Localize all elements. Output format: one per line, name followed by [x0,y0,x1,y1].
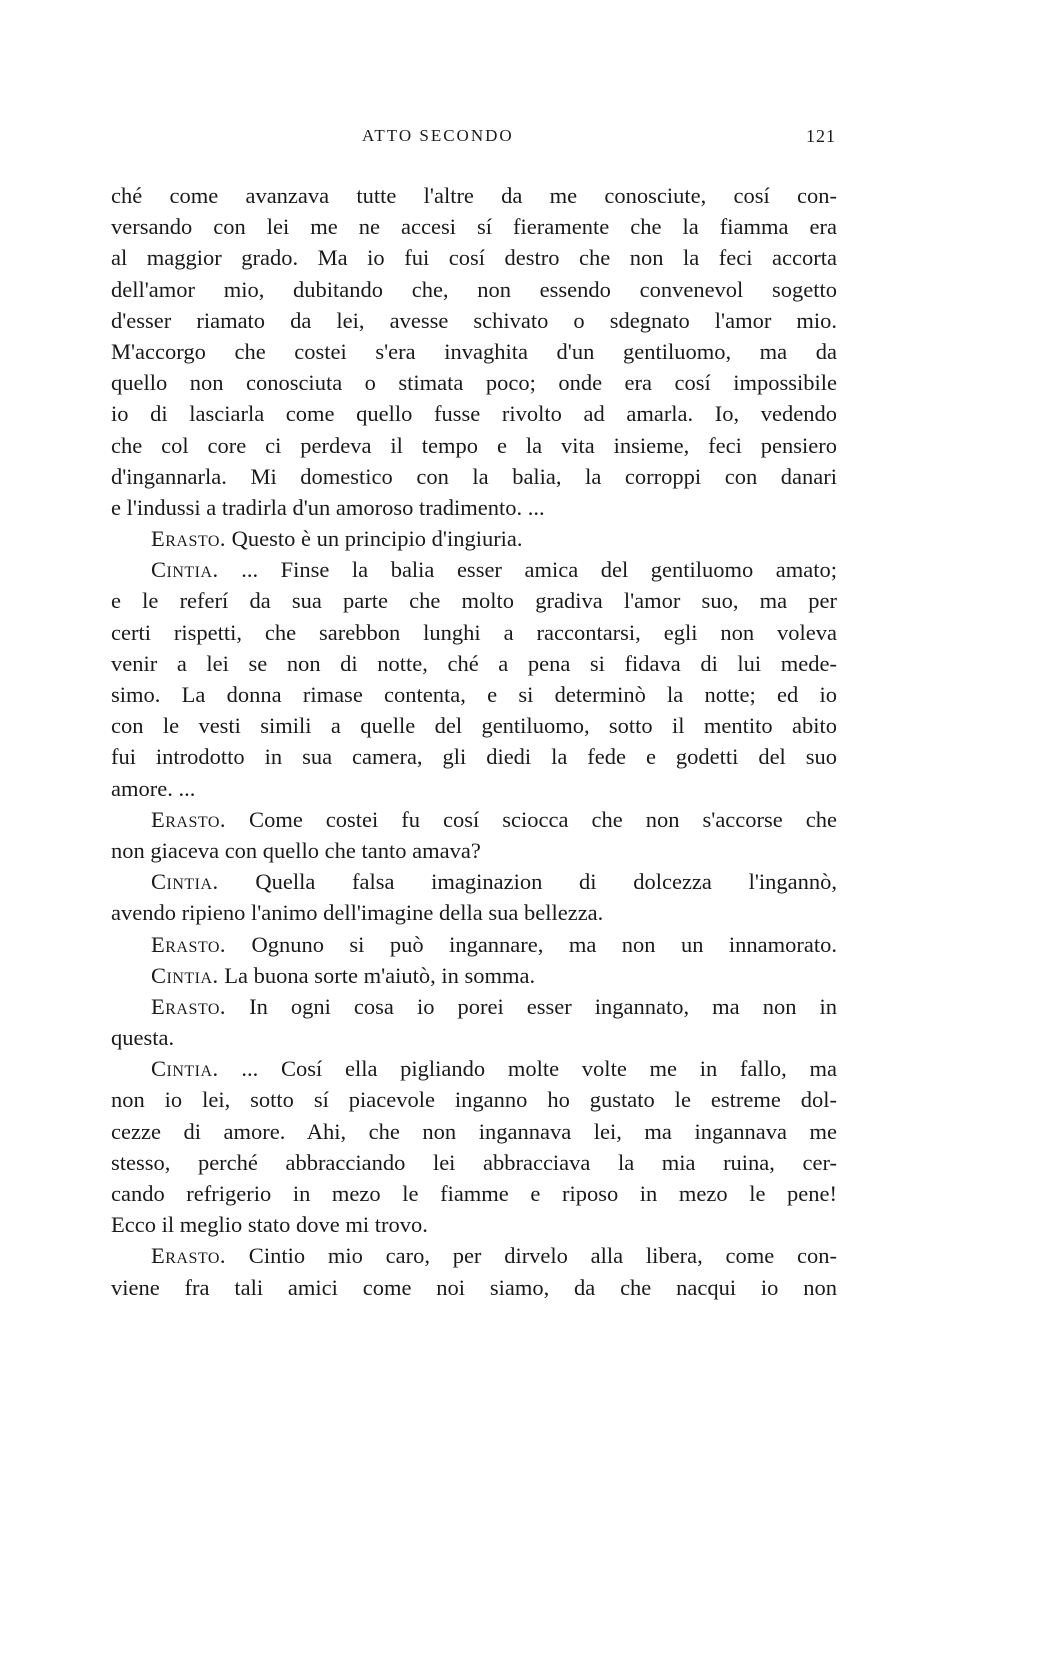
text-line [111,305,837,336]
text-line [111,1084,837,1115]
speaker-line [111,523,837,554]
line-text: ... Cosí ella pigliando molte volte me in fallo, ma [218,1056,837,1082]
speaker-line [111,1240,837,1271]
page-header [0,126,1052,154]
speaker-line [111,554,837,585]
line-text: al maggior grado. Ma io fui cosí destro che non la feci accorta [111,245,837,271]
running-title: ATTO SECONDO [362,126,514,145]
line-text: versando con lei me ne accesi sí fieramente che la fiamma era [111,214,837,240]
text-line [111,773,837,804]
line-text: che col core ci perdeva il tempo e la vita insieme, feci pensiero [111,432,837,458]
page-number: 121 [806,126,836,146]
text-line [111,679,837,710]
line-text: cando refrigerio in mezo le fiamme e riposo in mezo le pene! [111,1181,837,1206]
speaker-name: Erasto. [151,1243,227,1269]
line-text: simo. La donna rimase contenta, e si determinò la notte; ed io [111,682,837,707]
text-line [111,741,837,772]
line-text: ché come avanzava tutte l'altre da me conosciute, cosí con- [111,183,837,208]
line-text: Cintio mio caro, per dirvelo alla libera, come con- [226,1243,837,1269]
speaker-line [111,960,837,991]
speaker-name: Erasto. [151,806,227,832]
line-text: fui introdotto in sua camera, gli diedi la fede e godetti del suo [111,744,837,770]
line-text: stesso, perché abbracciando lei abbracciava la mia ruina, cer- [111,1149,837,1175]
speaker-name: Cintia. [151,557,219,583]
line-text: d'ingannarla. Mi domestico con la balia, la corroppi con danari [111,463,837,489]
line-text: Ecco il meglio stato dove mi trovo. [111,1212,428,1238]
speaker-line [111,804,837,835]
line-text: Quella falsa imaginazion di dolcezza l'ingannò, [218,869,837,895]
speaker-name: Cintia. [151,1056,219,1082]
speaker-name: Erasto. [151,931,227,957]
line-text: quello non conosciuta o stimata poco; onde era cosí impossibile [111,370,837,396]
speaker-name: Erasto. [151,993,227,1019]
line-text: M'accorgo che costei s'era invaghita d'un gentiluomo, ma da [111,338,837,364]
text-line [111,710,837,741]
speaker-line [111,866,837,897]
text-line [111,242,837,273]
text-line [111,430,837,461]
line-text: La buona sorte m'aiutò, in somma. [218,962,536,988]
line-text: cezze di amore. Ahi, che non ingannava lei, ma ingannava me [111,1118,837,1144]
text-line [111,336,837,367]
text-line [111,211,837,242]
text-line [111,180,837,211]
text-line [111,897,837,928]
text-line [111,274,837,305]
text-line [111,1022,837,1053]
line-text: non io lei, sotto sí piacevole inganno ho gustato le estreme dol- [111,1087,837,1113]
line-text: ... Finse la balia esser amica del gentiluomo amato; [218,557,837,583]
line-text: Come costei fu cosí sciocca che non s'accorse che [226,806,837,832]
text-line [111,1209,837,1240]
speaker-line [111,929,837,960]
speaker-line [111,991,837,1022]
speaker-name: Cintia. [151,869,219,895]
line-text: questa. [111,1025,175,1051]
line-text: io di lasciarla come quello fusse rivolto ad amarla. Io, vedendo [111,401,837,427]
line-text: Questo è un principio d'ingiuria. [226,526,523,552]
line-text: d'esser riamato da lei, avesse schivato o sdegnato l'amor mio. [111,307,837,333]
body-text [111,180,837,1303]
line-text: avendo ripieno l'animo dell'imagine della sua bellezza. [111,900,604,926]
text-line [111,1147,837,1178]
text-line [111,585,837,616]
text-line [111,492,837,523]
line-text: e le referí da sua parte che molto gradiva l'amor suo, ma per [111,588,837,614]
text-line [111,367,837,398]
text-line [111,1116,837,1147]
line-text: In ogni cosa io porei esser ingannato, ma non in [226,993,837,1019]
line-text: amore. ... [111,775,196,801]
line-text: venir a lei se non di notte, ché a pena si fidava di lui mede- [111,650,837,676]
line-text: e l'indussi a tradirla d'un amoroso tradimento. ... [111,494,545,520]
line-text: certi rispetti, che sarebbon lunghi a raccontarsi, egli non voleva [111,619,837,645]
speaker-line [111,1053,837,1084]
line-text: viene fra tali amici come noi siamo, da che nacqui io non [111,1274,837,1300]
text-line [111,461,837,492]
text-line [111,1178,837,1209]
text-line [111,1272,837,1303]
line-text: con le vesti simili a quelle del gentiluomo, sotto il mentito abito [111,713,837,739]
text-line [111,617,837,648]
speaker-name: Erasto. [151,526,227,552]
line-text: non giaceva con quello che tanto amava? [111,837,481,863]
line-text: Ognuno si può ingannare, ma non un innamorato. [226,931,837,957]
text-line [111,648,837,679]
speaker-name: Cintia. [151,962,219,988]
text-line [111,398,837,429]
line-text: dell'amor mio, dubitando che, non essendo convenevol sogetto [111,276,837,302]
text-line [111,835,837,866]
